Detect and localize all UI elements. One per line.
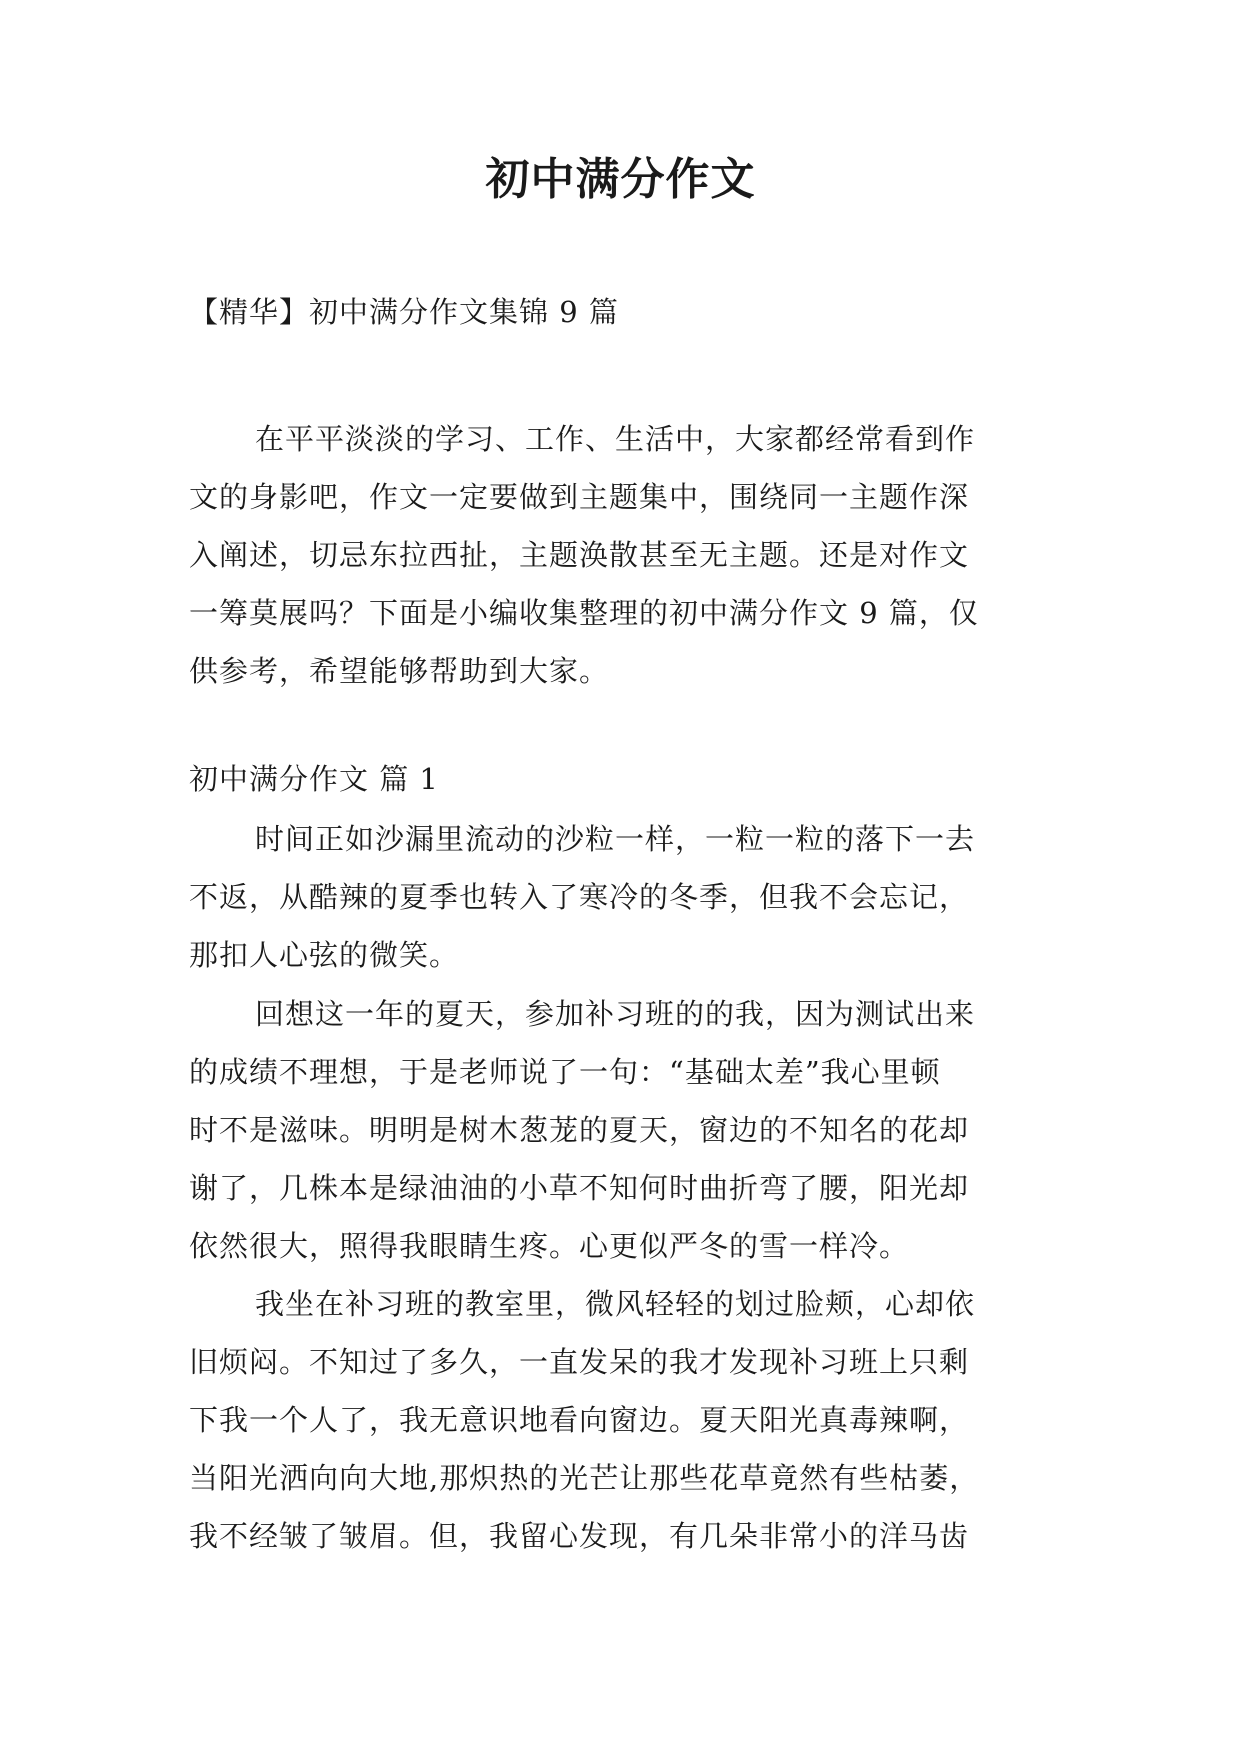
intro-line: 一筹莫展吗？下面是小编收集整理的初中满分作文 9 篇，仅 [189,596,979,630]
intro-line: 在平平淡淡的学习、工作、生活中，大家都经常看到作 [255,422,976,456]
paragraph-line: 谢了，几株本是绿油油的小草不知何时曲折弯了腰，阳光却 [189,1171,970,1205]
paragraph-line: 依然很大，照得我眼睛生疼。心更似严冬的雪一样冷。 [189,1229,910,1263]
paragraph-line: 回想这一年的夏天，参加补习班的的我，因为测试出来 [255,997,976,1031]
paragraph-line: 时不是滋味。明明是树木葱茏的夏天，窗边的不知名的花却 [189,1113,970,1147]
intro-line: 供参考，希望能够帮助到大家。 [189,654,610,688]
paragraph-line: 那扣人心弦的微笑。 [189,938,460,972]
essay-heading: 初中满分作文 篇 1 [189,762,439,796]
paragraph-line: 不返，从酷辣的夏季也转入了寒冷的冬季，但我不会忘记， [189,880,970,914]
paragraph-line: 下我一个人了，我无意识地看向窗边。夏天阳光真毒辣啊， [189,1403,970,1437]
essay-paragraph-2 [189,985,1069,1275]
document-title: 初中满分作文 [485,154,756,205]
paragraph-line: 旧烦闷。不知过了多久，一直发呆的我才发现补习班上只剩 [189,1345,970,1379]
intro-line: 文的身影吧，作文一定要做到主题集中，围绕同一主题作深 [189,480,970,514]
paragraph-line: 时间正如沙漏里流动的沙粒一样，一粒一粒的落下一去 [255,822,976,856]
document-subtitle: 【精华】初中满分作文集锦 9 篇 [189,295,619,329]
intro-line: 入阐述，切忌东拉西扯，主题涣散甚至无主题。还是对作文 [189,538,970,572]
intro-paragraph [189,410,1069,700]
paragraph-line: 我不经皱了皱眉。但，我留心发现，有几朵非常小的洋马齿 [189,1519,970,1553]
essay-paragraph-1 [189,810,1069,984]
paragraph-line: 当阳光洒向向大地,那炽热的光芒让那些花草竟然有些枯萎， [189,1461,980,1495]
essay-paragraph-3 [189,1275,1069,1565]
paragraph-line: 我坐在补习班的教室里，微风轻轻的划过脸颊，心却依 [255,1287,976,1321]
paragraph-line: 的成绩不理想，于是老师说了一句：“基础太差”我心里顿 [189,1055,941,1089]
